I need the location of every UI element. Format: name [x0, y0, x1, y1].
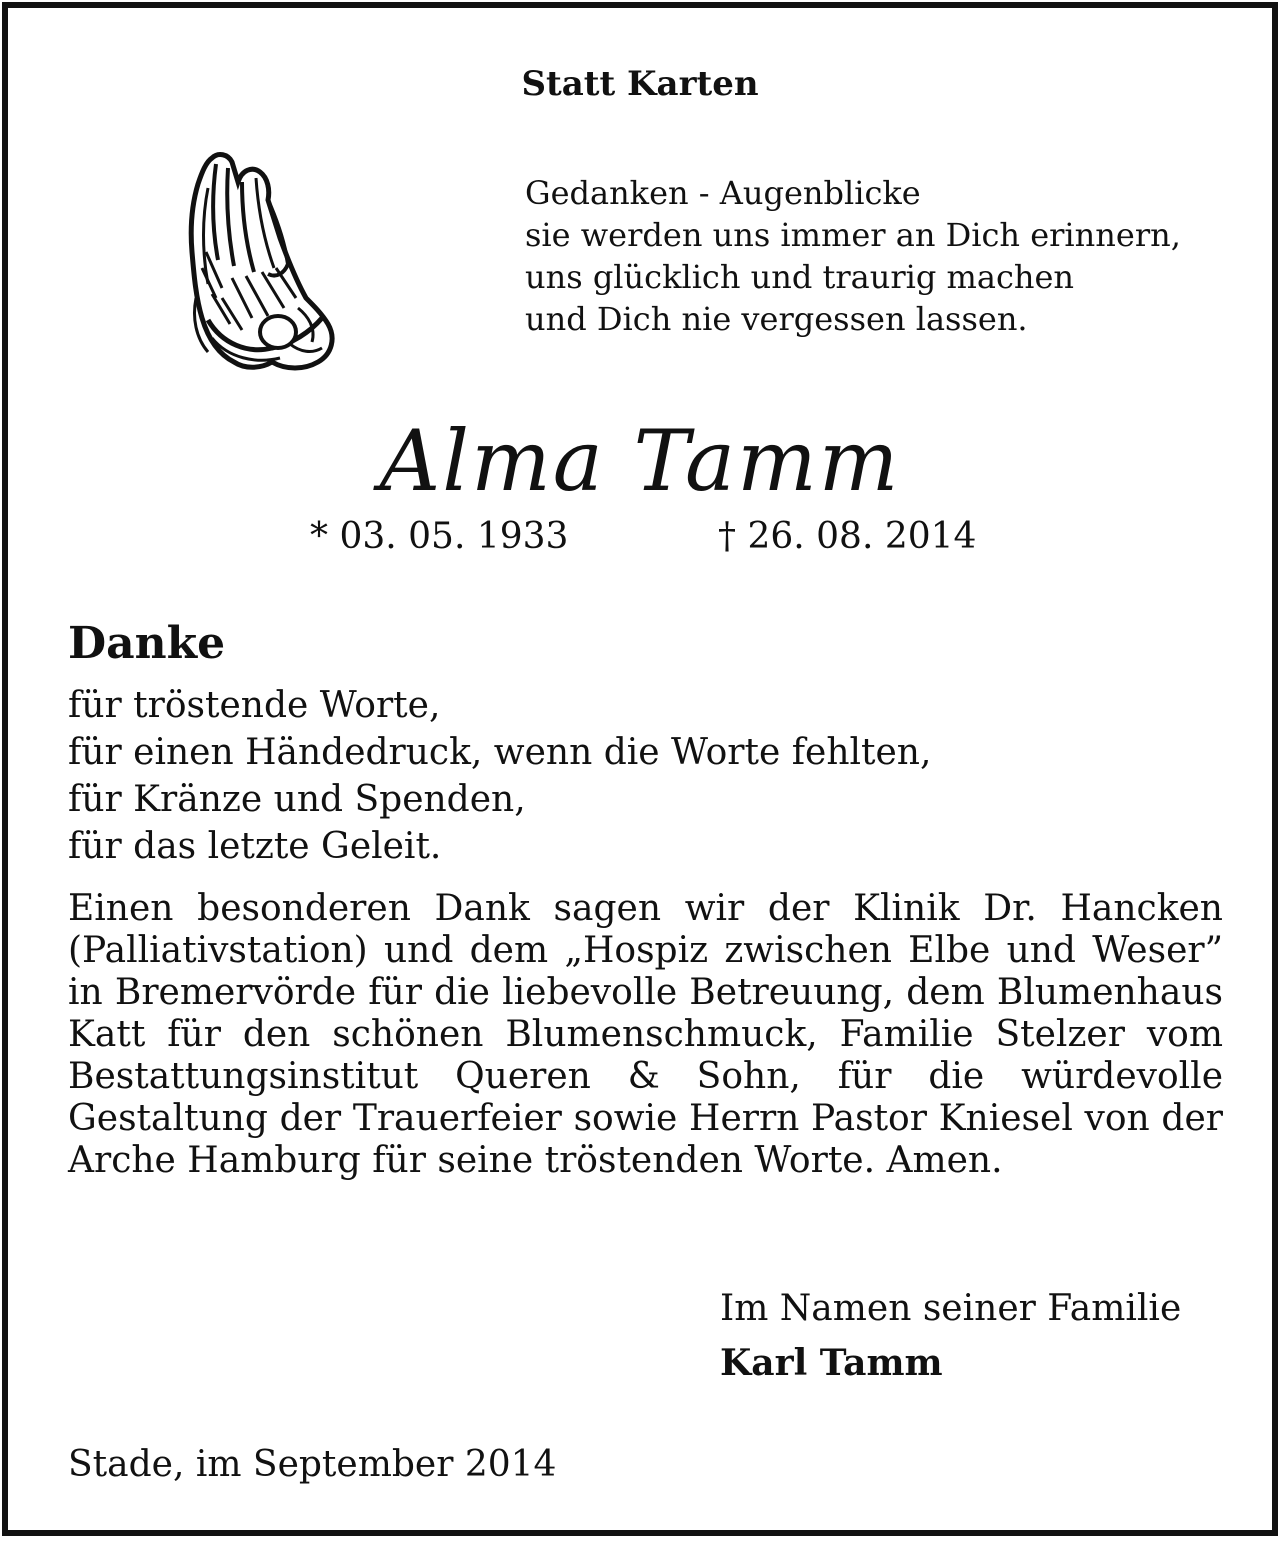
obituary-notice: [2, 2, 1278, 1536]
signature-line: Im Namen seiner Familie: [720, 1288, 1182, 1329]
thanks-heading: Danke: [68, 618, 226, 669]
poem-line: und Dich nie vergessen lassen.: [525, 300, 1028, 338]
thanks-line: für das letzte Geleit.: [68, 826, 442, 867]
thanks-paragraph: Einen besonderen Dank sagen wir der Klinik Dr. Hancken (Palliativstation) und dem „Hospiz zwischen Elbe und Weser” in Bremervörde für die liebevolle Betreuung, dem Blumenhaus Katt für den schönen Blumenschmuck, Familie Stelzer vom Bestattungsinstitut Queren & Sohn, für die würdevolle Gestaltung der Trauerfeier sowie Herrn Pastor Kniesel von der Arche Hamburg für seine tröstenden Worte. Amen.: [68, 888, 1223, 1181]
poem-line: Gedanken - Augenblicke: [525, 174, 921, 212]
notice-header: Statt Karten: [521, 64, 759, 104]
thanks-list: [68, 682, 1068, 870]
praying-hands-icon: [172, 148, 342, 376]
thanks-line: für einen Händedruck, wenn die Worte fehlten,: [68, 732, 932, 773]
poem: [525, 172, 1245, 340]
thanks-line: für tröstende Worte,: [68, 685, 441, 726]
death-date: † 26. 08. 2014: [718, 516, 977, 557]
signature-name: Karl Tamm: [720, 1342, 943, 1384]
poem-line: uns glücklich und traurig machen: [525, 258, 1075, 296]
deceased-name: Alma Tamm: [379, 412, 901, 510]
poem-line: sie werden uns immer an Dich erinnern,: [525, 216, 1181, 254]
birth-date: * 03. 05. 1933: [310, 516, 569, 557]
place-and-date: Stade, im September 2014: [68, 1444, 557, 1485]
thanks-line: für Kränze und Spenden,: [68, 779, 526, 820]
